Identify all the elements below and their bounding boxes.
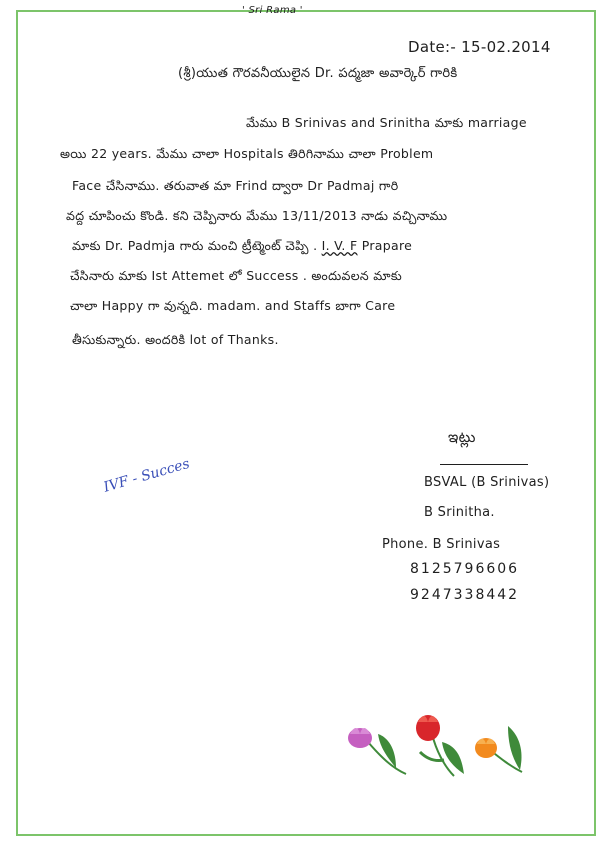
signature-mark: ఇట్లు	[448, 428, 476, 446]
body-line-3: Face చేసినాము. తరువాత మా Frind ద్వారా Dr Padmaj గారి	[72, 178, 399, 193]
ivf-note: IVF - Succes	[101, 455, 192, 496]
body-line-5	[72, 240, 412, 253]
tulips-illustration	[340, 712, 540, 784]
signature-name: BSVAL (B Srinivas)	[424, 475, 550, 490]
body-line-8: తీసుకున్నారు. అందరికి lot of Thanks.	[72, 332, 279, 347]
phone-number-1: 8125796606	[410, 561, 520, 577]
signature-underline	[440, 464, 528, 465]
body-line-6: చేసినారు మాకు Ist Attemet లో Success . అందువలన మాకు	[70, 268, 402, 283]
ivf-underlined: I. V. F	[321, 238, 358, 253]
top-mark: ' Sri Rama '	[242, 5, 303, 16]
phone-number-2: 9247338442	[410, 587, 520, 603]
date-line: Date:- 15-02.2014	[408, 38, 551, 56]
body-line-1: మేము B Srinivas and Srinitha మాకు marriage	[246, 115, 527, 130]
second-name: B Srinitha.	[424, 505, 495, 520]
tulip-pink-icon	[348, 728, 406, 774]
body-line-5-text: మాకు Dr. Padmja గారు మంచి ట్రీట్మెంట్ చెప్పి . I. V. F Prapare	[72, 238, 413, 253]
phone-label: Phone. B Srinivas	[382, 537, 501, 552]
tulip-red-icon	[416, 715, 464, 776]
tulip-orange-icon	[475, 726, 522, 772]
greeting-line: (శ్రీ)యుత గౌరవనీయులైన Dr. పద్మజా అవార్కెర్ గారికి	[178, 66, 458, 81]
body-line-2: అయి 22 years. మేము చాలా Hospitals తిరిగినాము చాలా Problem	[60, 146, 434, 161]
body-line-7: చాలా Happy గా వున్నది. madam. and Staffs బాగా Care	[70, 298, 396, 313]
body-line-4: వద్ద చూపించు కొండి. కని చెప్పినారు మేము 13/11/2013 నాడు వచ్చినాము	[66, 208, 448, 223]
